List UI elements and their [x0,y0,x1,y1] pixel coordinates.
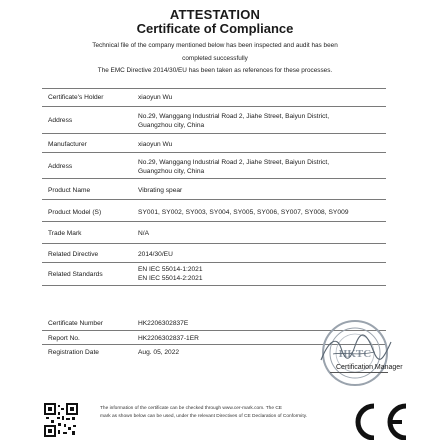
manufacturer-address-value [138,158,388,176]
divider [42,285,386,286]
address-line: No.29, Wanggang Industrial Road 2, Jiahe Street, Baiyun District, [138,113,330,120]
footer-line: mark as shown below can be used, under the relevant Directives of CE Declaration of Conformity. [100,414,308,419]
standard-line: EN IEC 55014-2:2021 [138,275,203,282]
related-directive-label: Related Directive [48,251,99,258]
divider [42,133,386,134]
holder-label: Certificate's Holder [48,94,104,101]
address-line: Guangzhou city, China [138,122,205,129]
ce-mark-icon [344,400,414,440]
product-name-value: Vibrating spear [138,187,183,194]
divider [42,221,386,222]
holder-address-label: Address [48,117,73,124]
intro-line: The EMC Directive 2014/30/EU has been taken as references for these processes. [97,67,333,75]
intro-line: completed successfully [182,54,248,62]
report-no-label: Report No. [48,335,80,342]
registration-date-label: Registration Date [48,349,99,356]
standard-line: EN IEC 55014-1:2021 [138,266,203,273]
address-line: Guangzhou city, China [138,168,205,175]
certificate-number-label: Certificate Number [48,320,103,327]
divider [42,152,386,153]
intro-text [40,40,390,78]
holder-address-value [138,112,388,130]
related-standards-label: Related Standards [48,271,103,278]
product-name-label: Product Name [48,187,91,194]
related-directive-value: 2014/30/EU [138,251,173,258]
divider [42,88,386,89]
certificate-number-value: HK2206302837E [138,320,189,327]
qr-code-icon [44,403,78,437]
manufacturer-address-label: Address [48,163,73,170]
divider [42,243,386,244]
certification-manager-label: Certification Manager [336,364,403,371]
divider [42,178,386,179]
product-model-label: Product Model (S) [48,209,102,216]
footer-line: The information of the certificate can be checked through www.cer-mark.com. The CE [100,406,283,411]
trade-mark-label: Trade Mark [48,230,82,237]
ce-mark-text: CE [344,400,346,401]
holder-value: xiaoyun Wu [138,94,173,101]
registration-date-value: Aug. 05, 2022 [138,349,180,356]
report-no-value: HK2206302837-1ER [138,335,199,342]
document-subtitle: Certificate of Compliance [136,21,294,36]
footer-note [100,405,335,421]
product-model-value: SY001, SY002, SY003, SY004, SY005, SY006, SY007, SY008, SY009 [138,209,349,216]
manufacturer-value: xiaoyun Wu [138,141,173,148]
document-title: ATTESTATION [169,7,261,22]
divider [42,106,386,107]
signature-line [330,372,388,373]
divider [42,199,386,200]
address-line: No.29, Wanggang Industrial Road 2, Jiahe Street, Baiyun District, [138,159,330,166]
intro-line: Technical file of the company mentioned below has been inspected and audit has been [92,42,338,49]
manufacturer-label: Manufacturer [48,141,87,148]
divider [42,262,386,263]
trade-mark-value: N/A [138,230,149,237]
related-standards-value [138,265,388,283]
stamp-text: HKTC [338,348,372,360]
